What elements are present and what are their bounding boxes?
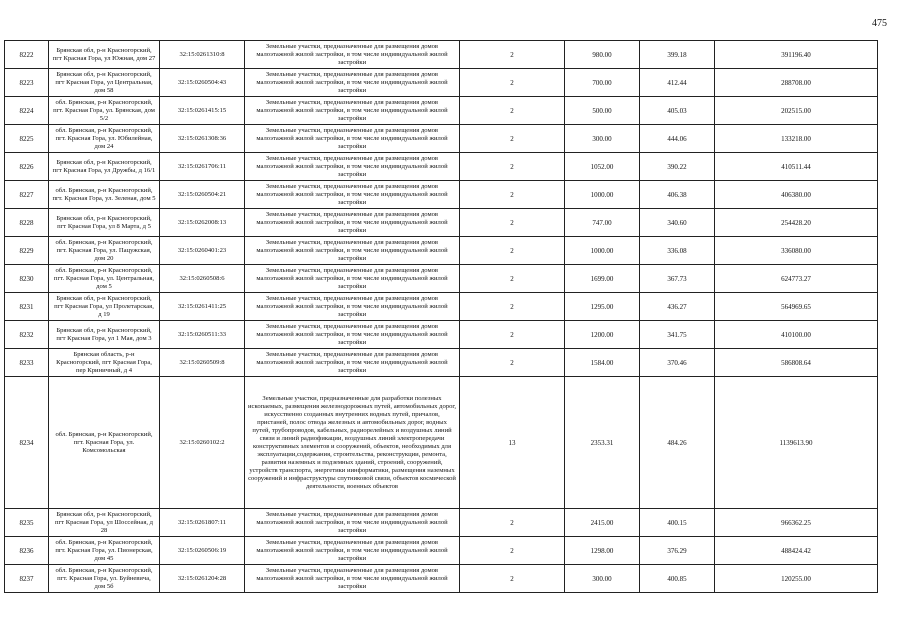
table-row	[5, 181, 878, 209]
page-number: 475	[872, 18, 887, 29]
cadastral-number-cell: 32:15:0260401:23	[160, 237, 245, 265]
cadastral-value-cell: 488424.42	[715, 537, 878, 565]
cadastral-value-cell: 564969.65	[715, 293, 878, 321]
area-cell: 1584.00	[565, 349, 640, 377]
area-cell: 1000.00	[565, 181, 640, 209]
group-code-cell: 2	[460, 125, 565, 153]
land-use-cell: Земельные участки, предназначенные для разработки полезных ископаемых, размещения железнодорожных путей, автомобильных дорог, искусственно созданных внутренних водных путей, причалов, пристаней, полос отвода железных и автомобильных дорог, водных путей, трубопроводов, кабельных, радиорелейных и воздушных линий связи и линий радиофикации, воздушных линий электропередачи конструктивных элементов и сооружений, объектов, необходимых для эксплуатации,содержания, строительства, реконструкции, ремонта, развития наземных и подземных зданий, строений, сооружений, устройств транспорта, энергетики иинформатики, размещения наземных сооружений и инфраструктуры спутниковой связи, объектов космической деятельности, военных объектов	[245, 377, 460, 509]
row-number-cell: 8233	[5, 349, 49, 377]
area-cell: 980.00	[565, 41, 640, 69]
specific-value-cell: 367.73	[640, 265, 715, 293]
land-use-cell: Земельные участки, предназначенные для размещения домов малоэтажной жилой застройки, в том числе индивидуальной жилой застройки	[245, 321, 460, 349]
group-code-cell: 2	[460, 565, 565, 593]
group-code-cell: 2	[460, 349, 565, 377]
area-cell: 300.00	[565, 125, 640, 153]
address-cell: обл. Брянская, р-н Красногорский, пгт. Красная Гора, ул. Буйневича, дом 5б	[49, 565, 160, 593]
row-number-cell: 8234	[5, 377, 49, 509]
table-row	[5, 69, 878, 97]
address-cell: Брянская обл, р-н Красногорский, пгт Красная Гора, ул Южная, дом 27	[49, 41, 160, 69]
area-cell: 2415.00	[565, 509, 640, 537]
cadastral-number-cell: 32:15:0261310:8	[160, 41, 245, 69]
group-code-cell: 2	[460, 181, 565, 209]
specific-value-cell: 399.18	[640, 41, 715, 69]
table-row	[5, 153, 878, 181]
row-number-cell: 8225	[5, 125, 49, 153]
group-code-cell: 2	[460, 97, 565, 125]
land-use-cell: Земельные участки, предназначенные для размещения домов малоэтажной жилой застройки, в том числе индивидуальной жилой застройки	[245, 237, 460, 265]
specific-value-cell: 370.46	[640, 349, 715, 377]
row-number-cell: 8222	[5, 41, 49, 69]
cadastral-value-cell: 391196.40	[715, 41, 878, 69]
cadastral-number-cell: 32:15:0260504:43	[160, 69, 245, 97]
land-use-cell: Земельные участки, предназначенные для размещения домов малоэтажной жилой застройки, в том числе индивидуальной жилой застройки	[245, 41, 460, 69]
address-cell: Брянская обл, р-н Красногорский, пгт Красная Гора, ул Центральная, дом 58	[49, 69, 160, 97]
row-number-cell: 8224	[5, 97, 49, 125]
group-code-cell: 2	[460, 509, 565, 537]
cadastral-number-cell: 32:15:0260504:21	[160, 181, 245, 209]
table-row	[5, 265, 878, 293]
table-row	[5, 209, 878, 237]
cadastral-number-cell: 32:15:0261807:11	[160, 509, 245, 537]
address-cell: Брянская обл, р-н Красногорский, пгт Красная Гора, ул 8 Марта, д 5	[49, 209, 160, 237]
group-code-cell: 2	[460, 153, 565, 181]
cadastral-value-cell: 336080.00	[715, 237, 878, 265]
address-cell: обл. Брянская, р-н Красногорский, пгт. Красная Гора, ул. Зеленая, дом 5	[49, 181, 160, 209]
specific-value-cell: 405.03	[640, 97, 715, 125]
area-cell: 1699.00	[565, 265, 640, 293]
cadastral-value-cell: 254428.20	[715, 209, 878, 237]
table-row	[5, 293, 878, 321]
area-cell: 1200.00	[565, 321, 640, 349]
table-row	[5, 509, 878, 537]
land-use-cell: Земельные участки, предназначенные для размещения домов малоэтажной жилой застройки, в том числе индивидуальной жилой застройки	[245, 153, 460, 181]
address-cell: обл. Брянская, р-н Красногорский, пгт. Красная Гора, ул. Юбилейная, дом 24	[49, 125, 160, 153]
row-number-cell: 8231	[5, 293, 49, 321]
group-code-cell: 2	[460, 237, 565, 265]
cadastral-number-cell: 32:15:0261706:11	[160, 153, 245, 181]
table-row	[5, 349, 878, 377]
table-row	[5, 377, 878, 509]
address-cell: Брянская обл, р-н Красногорский, пгт Красная Гора, ул 1 Мая, дом 3	[49, 321, 160, 349]
cadastral-number-cell: 32:15:0261411:25	[160, 293, 245, 321]
specific-value-cell: 376.29	[640, 537, 715, 565]
address-cell: обл. Брянская, р-н Красногорский, пгт. Красная Гора, ул. Пионерская, дом 45	[49, 537, 160, 565]
cadastral-value-cell: 202515.00	[715, 97, 878, 125]
land-use-cell: Земельные участки, предназначенные для размещения домов малоэтажной жилой застройки, в том числе индивидуальной жилой застройки	[245, 509, 460, 537]
address-cell: обл. Брянская, р-н Красногорский, пгт. Красная Гора, ул. Центральная, дом 5	[49, 265, 160, 293]
land-use-cell: Земельные участки, предназначенные для размещения домов малоэтажной жилой застройки, в том числе индивидуальной жилой застройки	[245, 293, 460, 321]
cadastral-value-cell: 410511.44	[715, 153, 878, 181]
specific-value-cell: 400.85	[640, 565, 715, 593]
specific-value-cell: 444.06	[640, 125, 715, 153]
table-row	[5, 97, 878, 125]
row-number-cell: 8232	[5, 321, 49, 349]
row-number-cell: 8227	[5, 181, 49, 209]
address-cell: обл. Брянская, р-н Красногорский, пгт. Красная Гора, ул. Пацужская, дом 20	[49, 237, 160, 265]
group-code-cell: 13	[460, 377, 565, 509]
group-code-cell: 2	[460, 69, 565, 97]
cadastral-number-cell: 32:15:0260511:33	[160, 321, 245, 349]
table-row	[5, 565, 878, 593]
cadastral-number-cell: 32:15:0260102:2	[160, 377, 245, 509]
row-number-cell: 8235	[5, 509, 49, 537]
land-use-cell: Земельные участки, предназначенные для размещения домов малоэтажной жилой застройки, в том числе индивидуальной жилой застройки	[245, 69, 460, 97]
cadastral-value-cell: 966362.25	[715, 509, 878, 537]
specific-value-cell: 336.08	[640, 237, 715, 265]
cadastral-value-cell: 133218.00	[715, 125, 878, 153]
group-code-cell: 2	[460, 537, 565, 565]
cadastral-number-cell: 32:15:0260509:8	[160, 349, 245, 377]
address-cell: Брянская область, р-н Красногорский, пгт Красная Гора, пер Криничный, д 4	[49, 349, 160, 377]
address-cell: Брянская обл, р-н Красногорский, пгт Красная Гора, ул Дружбы, д 16/1	[49, 153, 160, 181]
cadastral-value-cell: 624773.27	[715, 265, 878, 293]
table-row	[5, 237, 878, 265]
land-use-cell: Земельные участки, предназначенные для размещения домов малоэтажной жилой застройки, в том числе индивидуальной жилой застройки	[245, 209, 460, 237]
table-row	[5, 41, 878, 69]
specific-value-cell: 484.26	[640, 377, 715, 509]
specific-value-cell: 436.27	[640, 293, 715, 321]
cadastral-number-cell: 32:15:0262008:13	[160, 209, 245, 237]
area-cell: 2353.31	[565, 377, 640, 509]
area-cell: 1052.00	[565, 153, 640, 181]
land-use-cell: Земельные участки, предназначенные для размещения домов малоэтажной жилой застройки, в том числе индивидуальной жилой застройки	[245, 537, 460, 565]
area-cell: 1298.00	[565, 537, 640, 565]
address-cell: обл. Брянская, р-н Красногорский, пгт. Красная Гора, ул. Комсомольская	[49, 377, 160, 509]
group-code-cell: 2	[460, 321, 565, 349]
group-code-cell: 2	[460, 265, 565, 293]
table-row	[5, 125, 878, 153]
cadastral-number-cell: 32:15:0261204:28	[160, 565, 245, 593]
address-cell: обл. Брянская, р-н Красногорский, пгт. Красная Гора, ул. Брянская, дом 5/2	[49, 97, 160, 125]
cadastral-value-cell: 1139613.90	[715, 377, 878, 509]
area-cell: 1295.00	[565, 293, 640, 321]
group-code-cell: 2	[460, 41, 565, 69]
land-use-cell: Земельные участки, предназначенные для размещения домов малоэтажной жилой застройки, в том числе индивидуальной жилой застройки	[245, 181, 460, 209]
area-cell: 300.00	[565, 565, 640, 593]
cadastral-value-cell: 410100.00	[715, 321, 878, 349]
row-number-cell: 8229	[5, 237, 49, 265]
cadastral-value-cell: 406380.00	[715, 181, 878, 209]
row-number-cell: 8226	[5, 153, 49, 181]
land-use-cell: Земельные участки, предназначенные для размещения домов малоэтажной жилой застройки, в том числе индивидуальной жилой застройки	[245, 125, 460, 153]
row-number-cell: 8236	[5, 537, 49, 565]
land-plots-table	[4, 40, 878, 593]
cadastral-number-cell: 32:15:0260506:19	[160, 537, 245, 565]
cadastral-value-cell: 288708.00	[715, 69, 878, 97]
group-code-cell: 2	[460, 209, 565, 237]
land-use-cell: Земельные участки, предназначенные для размещения домов малоэтажной жилой застройки, в том числе индивидуальной жилой застройки	[245, 349, 460, 377]
group-code-cell: 2	[460, 293, 565, 321]
land-use-cell: Земельные участки, предназначенные для размещения домов малоэтажной жилой застройки, в том числе индивидуальной жилой застройки	[245, 97, 460, 125]
specific-value-cell: 390.22	[640, 153, 715, 181]
table-row	[5, 537, 878, 565]
cadastral-value-cell: 586808.64	[715, 349, 878, 377]
land-use-cell: Земельные участки, предназначенные для размещения домов малоэтажной жилой застройки, в том числе индивидуальной жилой застройки	[245, 265, 460, 293]
table-row	[5, 321, 878, 349]
cadastral-number-cell: 32:15:0261415:15	[160, 97, 245, 125]
row-number-cell: 8228	[5, 209, 49, 237]
area-cell: 1000.00	[565, 237, 640, 265]
address-cell: Брянская обл, р-н Красногорский, пгт Красная Гора, ул Пролетарская, д 19	[49, 293, 160, 321]
cadastral-value-cell: 120255.00	[715, 565, 878, 593]
specific-value-cell: 340.60	[640, 209, 715, 237]
specific-value-cell: 341.75	[640, 321, 715, 349]
row-number-cell: 8223	[5, 69, 49, 97]
area-cell: 747.00	[565, 209, 640, 237]
address-cell: Брянская обл, р-н Красногорский, пгт Красная Гора, ул Шоссейная, д 28	[49, 509, 160, 537]
specific-value-cell: 400.15	[640, 509, 715, 537]
specific-value-cell: 406.38	[640, 181, 715, 209]
area-cell: 700.00	[565, 69, 640, 97]
row-number-cell: 8230	[5, 265, 49, 293]
area-cell: 500.00	[565, 97, 640, 125]
cadastral-number-cell: 32:15:0261308:36	[160, 125, 245, 153]
specific-value-cell: 412.44	[640, 69, 715, 97]
row-number-cell: 8237	[5, 565, 49, 593]
cadastral-number-cell: 32:15:0260508:6	[160, 265, 245, 293]
land-use-cell: Земельные участки, предназначенные для размещения домов малоэтажной жилой застройки, в том числе индивидуальной жилой застройки	[245, 565, 460, 593]
